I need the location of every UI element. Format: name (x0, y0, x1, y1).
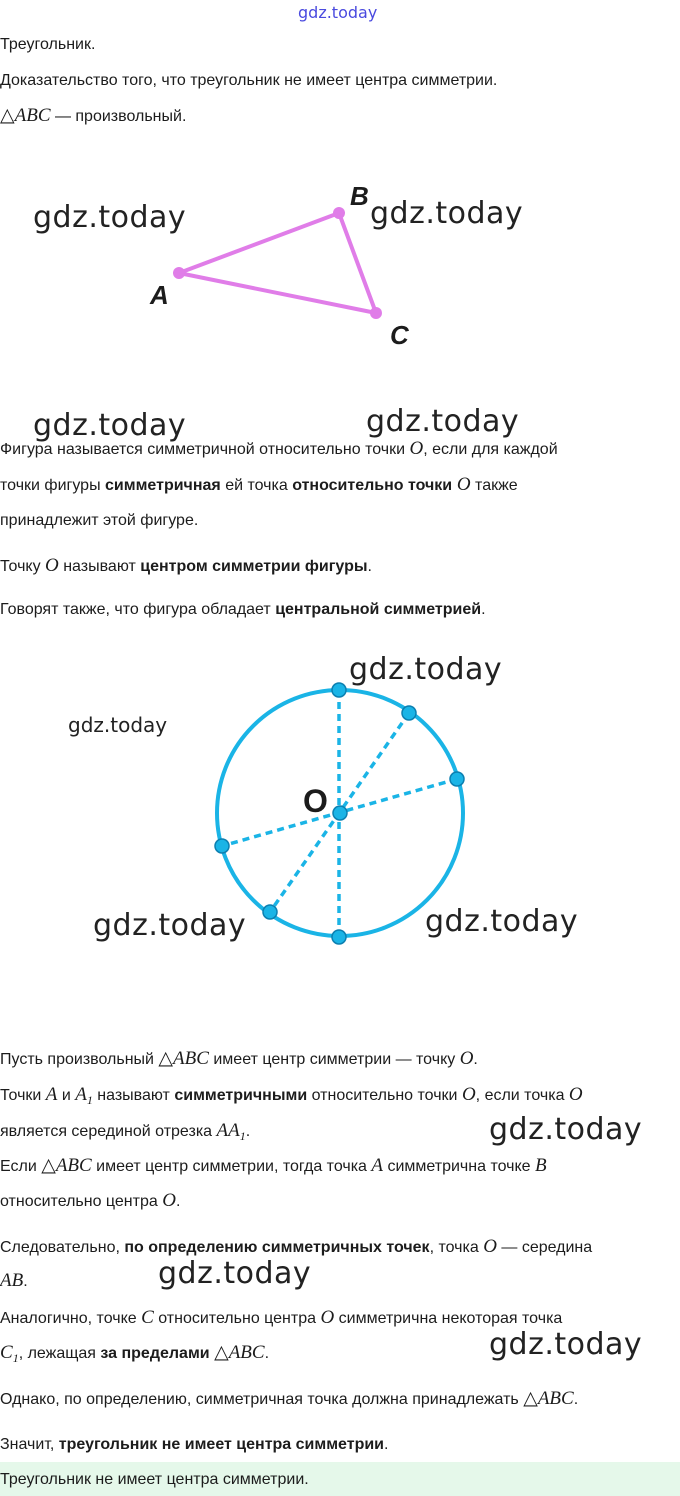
watermark: gdz.today (158, 1256, 312, 1291)
definition-line-2: точки фигуры симметричная ей точка относительно точки O также (0, 474, 518, 495)
label-c: C (390, 320, 409, 350)
center-point (333, 806, 347, 820)
proof-line-9: $C_1$, лежащая за пределами △ABC. (0, 1342, 270, 1365)
vertex-b (333, 207, 345, 219)
circle-point (263, 905, 277, 919)
proof-line-5: относительно центра O. (0, 1190, 181, 1211)
watermark: gdz.today (93, 908, 247, 943)
math-expression: △ABC (0, 105, 51, 126)
circle-point (332, 930, 346, 944)
label-b: B (350, 181, 369, 211)
label-center-o: O (303, 783, 328, 819)
answer-text: Треугольник не имеет центра симметрии. (0, 1471, 309, 1488)
definition-line-1: Фигура называется симметричной относительно точки O, если для каждой (0, 438, 558, 459)
watermark: gdz.today (370, 196, 524, 231)
vertex-c (370, 307, 382, 319)
circle-point (450, 772, 464, 786)
watermark: gdz.today (298, 3, 378, 22)
section-title: Треугольник. (0, 36, 96, 53)
proof-line-1: Пусть произвольный △ABC имеет центр симметрии — точку O. (0, 1048, 478, 1069)
symmetry-center-line: Точку O называют центром симметрии фигуры. (0, 555, 372, 576)
watermark: gdz.today (33, 408, 187, 443)
proof-line-2: Точки A и $A_1$ называют симметричными относительно точки O, если точка O (0, 1084, 583, 1107)
proof-line-10: Однако, по определению, симметричная точка должна принадлежать △ABC. (0, 1388, 579, 1409)
answer-box (0, 1462, 680, 1496)
watermark: gdz.today (425, 904, 579, 939)
proof-line-6: Следовательно, по определению симметричных точек, точка O — середина (0, 1236, 593, 1257)
task-statement: Доказательство того, что треугольник не имеет центра симметрии. (0, 72, 498, 89)
triangle-figure (0, 170, 680, 370)
given-line: △ABC — произвольный. (0, 105, 187, 126)
proof-line-4: Если △ABC имеет центр симметрии, тогда точка A симметрична точке B (0, 1155, 547, 1176)
proof-line-3: является серединой отрезка $AA_1$. (0, 1120, 251, 1143)
central-symmetry-line: Говорят также, что фигура обладает центральной симметрией. (0, 601, 486, 618)
vertex-a (173, 267, 185, 279)
watermark: gdz.today (489, 1112, 643, 1147)
watermark: gdz.today (366, 404, 520, 439)
watermark: gdz.today (68, 713, 168, 737)
circle-point (215, 839, 229, 853)
watermark: gdz.today (489, 1327, 643, 1362)
definition-line-3: принадлежит этой фигуре. (0, 512, 199, 529)
watermark: gdz.today (33, 200, 187, 235)
circle-point (332, 683, 346, 697)
proof-line-7: AB. (0, 1270, 28, 1291)
label-a: A (150, 280, 169, 310)
circle-point (402, 706, 416, 720)
proof-line-8: Аналогично, точке C относительно центра O симметрична некоторая точка (0, 1307, 563, 1328)
conclusion-line: Значит, треугольник не имеет центра симметрии. (0, 1436, 389, 1453)
triangle-abc (179, 213, 376, 313)
circle-figure (0, 670, 680, 960)
watermark: gdz.today (349, 652, 503, 687)
